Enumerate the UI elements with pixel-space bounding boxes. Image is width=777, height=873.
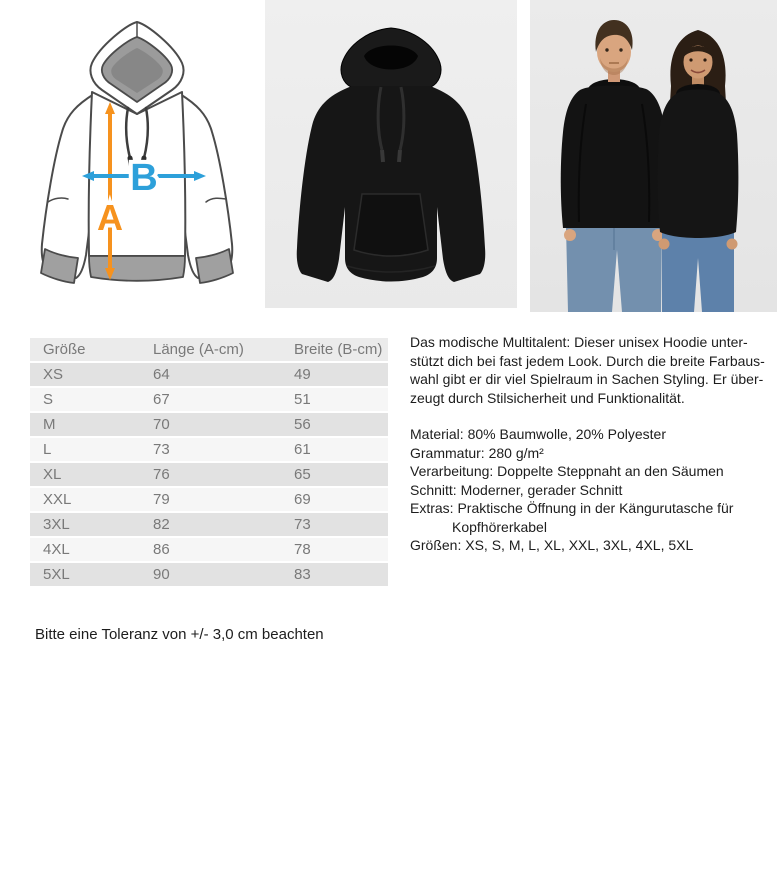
measure-b-label: B (130, 157, 158, 199)
table-cell: 70 (140, 413, 281, 436)
table-cell: 76 (140, 463, 281, 486)
column-header: Länge (A-cm) (140, 338, 281, 361)
hem-band (89, 256, 185, 281)
table-row (30, 388, 388, 411)
description-line: stützt dich bei fast jedem Look. Durch die breite Farbaus- (410, 352, 765, 369)
table-cell: S (30, 388, 140, 411)
table-cell: 73 (281, 513, 388, 536)
table-cell: 86 (140, 538, 281, 561)
measure-a-label: A (97, 197, 123, 238)
spec-line: Schnitt: Moderner, gerader Schnitt (410, 481, 623, 498)
tolerance-note: Bitte eine Toleranz von +/- 3,0 cm beachten (35, 626, 324, 643)
table-cell: 61 (281, 438, 388, 461)
man-eye-right (619, 48, 622, 51)
table-cell: XS (30, 363, 140, 386)
size-diagram-image (22, 6, 248, 306)
models-wearing-hoodies-image (530, 0, 777, 312)
table-cell: 65 (281, 463, 388, 486)
table-cell: 5XL (30, 563, 140, 586)
table-cell: 73 (140, 438, 281, 461)
black-hoodie-front-image (265, 0, 517, 308)
table-cell: L (30, 438, 140, 461)
table-row (30, 538, 388, 561)
table-cell: 4XL (30, 538, 140, 561)
spec-line: Grammatur: 280 g/m² (410, 444, 544, 461)
table-cell: M (30, 413, 140, 436)
spec-line: Größen: XS, S, M, L, XL, XXL, 3XL, 4XL, 5XL (410, 537, 694, 553)
woman-hand-left (659, 239, 670, 250)
kangaroo-pocket (354, 194, 428, 256)
hoodie-measurement-diagram (22, 6, 248, 306)
table-row (30, 463, 388, 486)
table-row (30, 413, 388, 436)
table-row (30, 513, 388, 536)
spec-line: Kopfhörerkabel (452, 518, 547, 535)
table-row (30, 563, 388, 586)
size-table-header-row (30, 338, 388, 361)
table-cell: 51 (281, 388, 388, 411)
column-header: Breite (B-cm) (281, 338, 388, 361)
product-description (410, 333, 775, 555)
spec-line: Extras: Praktische Öffnung in der Kängurutasche für (410, 500, 734, 516)
table-cell: 78 (281, 538, 388, 561)
table-cell: 49 (281, 363, 388, 386)
model-man (561, 20, 668, 312)
table-cell: 83 (281, 563, 388, 586)
man-eye-left (605, 48, 608, 51)
table-cell: 82 (140, 513, 281, 536)
drawstring-tip-left (382, 150, 383, 162)
description-line: zeugt durch Stilsicherheit und Funktionalität. (410, 389, 685, 406)
spec-line: Material: 80% Baumwolle, 20% Polyester (410, 426, 667, 442)
spec-line: Verarbeitung: Doppelte Steppnaht an den Säumen (410, 463, 724, 479)
table-row (30, 488, 388, 511)
size-table-body (30, 363, 388, 586)
woman-hoodie (658, 90, 739, 239)
table-cell: 56 (281, 413, 388, 436)
description-specs (410, 425, 775, 555)
man-hand-left (564, 229, 576, 241)
description-line: Das modische Multitalent: Dieser unisex Hoodie unter- (410, 334, 748, 350)
table-cell: 69 (281, 488, 388, 511)
table-cell: 64 (140, 363, 281, 386)
drawstring-tip-right (399, 150, 400, 162)
table-cell: XL (30, 463, 140, 486)
table-row (30, 363, 388, 386)
man-hoodie (561, 86, 668, 229)
product-photo (265, 0, 517, 308)
table-cell: XXL (30, 488, 140, 511)
woman-eye-right (703, 58, 706, 61)
table-row (30, 438, 388, 461)
table-cell: 67 (140, 388, 281, 411)
description-intro (410, 333, 775, 407)
woman-eye-left (689, 58, 692, 61)
table-cell: 79 (140, 488, 281, 511)
woman-hand-right (727, 239, 738, 250)
woman-jeans (662, 232, 734, 312)
size-table (30, 336, 388, 588)
table-cell: 3XL (30, 513, 140, 536)
model-woman (658, 30, 739, 312)
description-line: wahl gibt er dir viel Spielraum in Sachen Styling. Er über- (410, 371, 764, 387)
table-cell: 90 (140, 563, 281, 586)
column-header: Größe (30, 338, 140, 361)
models-photo (530, 0, 777, 312)
